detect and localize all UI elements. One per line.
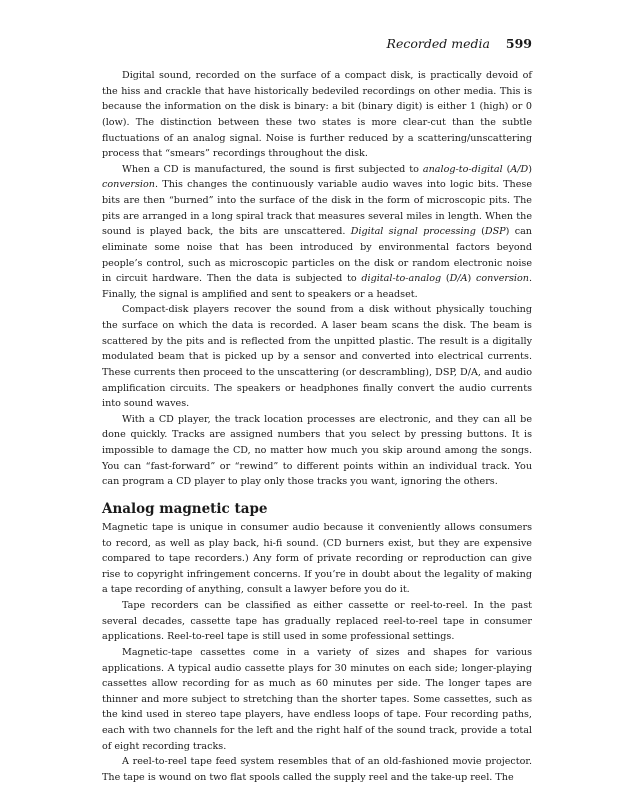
term-conversion: conversion [102, 179, 155, 191]
paragraph-cd-manufacture: When a CD is manufactured, the sound is first subjected to analog-to-digital (A/D) conversion. This changes the continuously variable audio waves into logic bits. These bits are then “burned” into the surface of the disk in the form of microscopic pits. The pits are arranged in a long spiral track that measures several miles in length. When the sound is played back, the bits are unscattered. Digital signal processing (DSP) can eliminate some noise that has been introduced by environmental factors beyond people’s control, such as microscopic particles on the disk or random electronic noise in circuit hardware. Then the data is subjected to digital-to-analog (D/A) conversion. Finally, the signal is amplified and sent to speakers or a headset. [102, 163, 533, 300]
body-text [102, 68, 532, 786]
term-ad: A/D [510, 163, 529, 175]
running-head: Recorded media [386, 36, 490, 51]
paragraph-tape-recorders: Tape recorders can be classified as either cassette or reel-to-reel. In the past several decades, cassette tape has gradually replaced reel-to-reel tape in consumer applications. Reel-to-reel tape is still used in some professional settings. [102, 600, 532, 643]
paragraph-cd-tracks: With a CD player, the track location processes are electronic, and they can all be done quickly. Tracks are assigned numbers that you select by pressing buttons. It is impossible to damage the CD, no matter how much you skip around among the songs. You can “fast-forward” or “rewind” to different points within an individual track. You can program a CD player to play only those tracks you want, ignoring the others. [102, 413, 532, 488]
paragraph-cd-players: Compact-disk players recover the sound from a disk without physically touching the surface on which the data is recorded. A laser beam scans the disk. The beam is scattered by the pits and is reflected from the unpitted plastic. The result is a digitally modulated beam that is picked up by a sensor and converted into electrical currents. These currents then proceed to the unscattering (or descrambling), DSP, D/A, and audio amplification circuits. The speakers or headphones finally convert the audio currents into sound waves. [102, 304, 532, 410]
term-digital-signal-processing: Digital signal processing [350, 226, 476, 238]
paragraph-reel-to-reel: A reel-to-reel tape feed system resembles that of an old-fashioned movie projector. The tape is wound on two flat spools called the supply reel and the take-up reel. The [102, 756, 532, 783]
page-number: 599 [505, 36, 532, 51]
term-digital-to-analog: digital-to-analog [361, 273, 442, 285]
term-conversion-2: conversion [475, 273, 529, 285]
term-da: D/A [449, 273, 468, 285]
term-dsp: DSP [484, 226, 506, 238]
section-heading: Analog magnetic tape [102, 500, 268, 517]
paragraph-magnetic-tape: Magnetic tape is unique in consumer audio because it conveniently allows consumers to record, as well as play back, hi-fi sound. (CD burners exist, but they are expensive compared to tape recorders.) Any form of private recording or reproduction can give rise to copyright infringement concerns. If you’re in doubt about the legality of making a tape recording of anything, consult a lawyer before you do it. [102, 521, 532, 596]
page-header [387, 36, 532, 51]
paragraph-cd-noise: Digital sound, recorded on the surface of a compact disk, is practically devoid of the hiss and crackle that have historically bedeviled recordings on other media. This is because the information on the disk is binary: a bit (binary digit) is either 1 (high) or 0 (low). The distinction between these two states is more clear-cut than the subtle fluctuations of an analog signal. Noise is further reduced by a scattering/unscattering process that “smears” recordings throughout the disk. [102, 70, 532, 160]
paragraph-cassettes: Magnetic-tape cassettes come in a variety of sizes and shapes for various applications. A typical audio cassette plays for 30 minutes on each side; longer-playing cassettes allow recording for as much as 60 minutes per side. The longer tapes are thinner and more subject to stretching than the shorter tapes. Some cassettes, such as the kind used in stereo tape players, have endless loops of tape. Four recording paths, each with two channels for the left and the right half of the sound track, provide a total of eight recording tracks. [102, 646, 532, 752]
term-analog-to-digital: analog-to-digital [422, 163, 503, 175]
